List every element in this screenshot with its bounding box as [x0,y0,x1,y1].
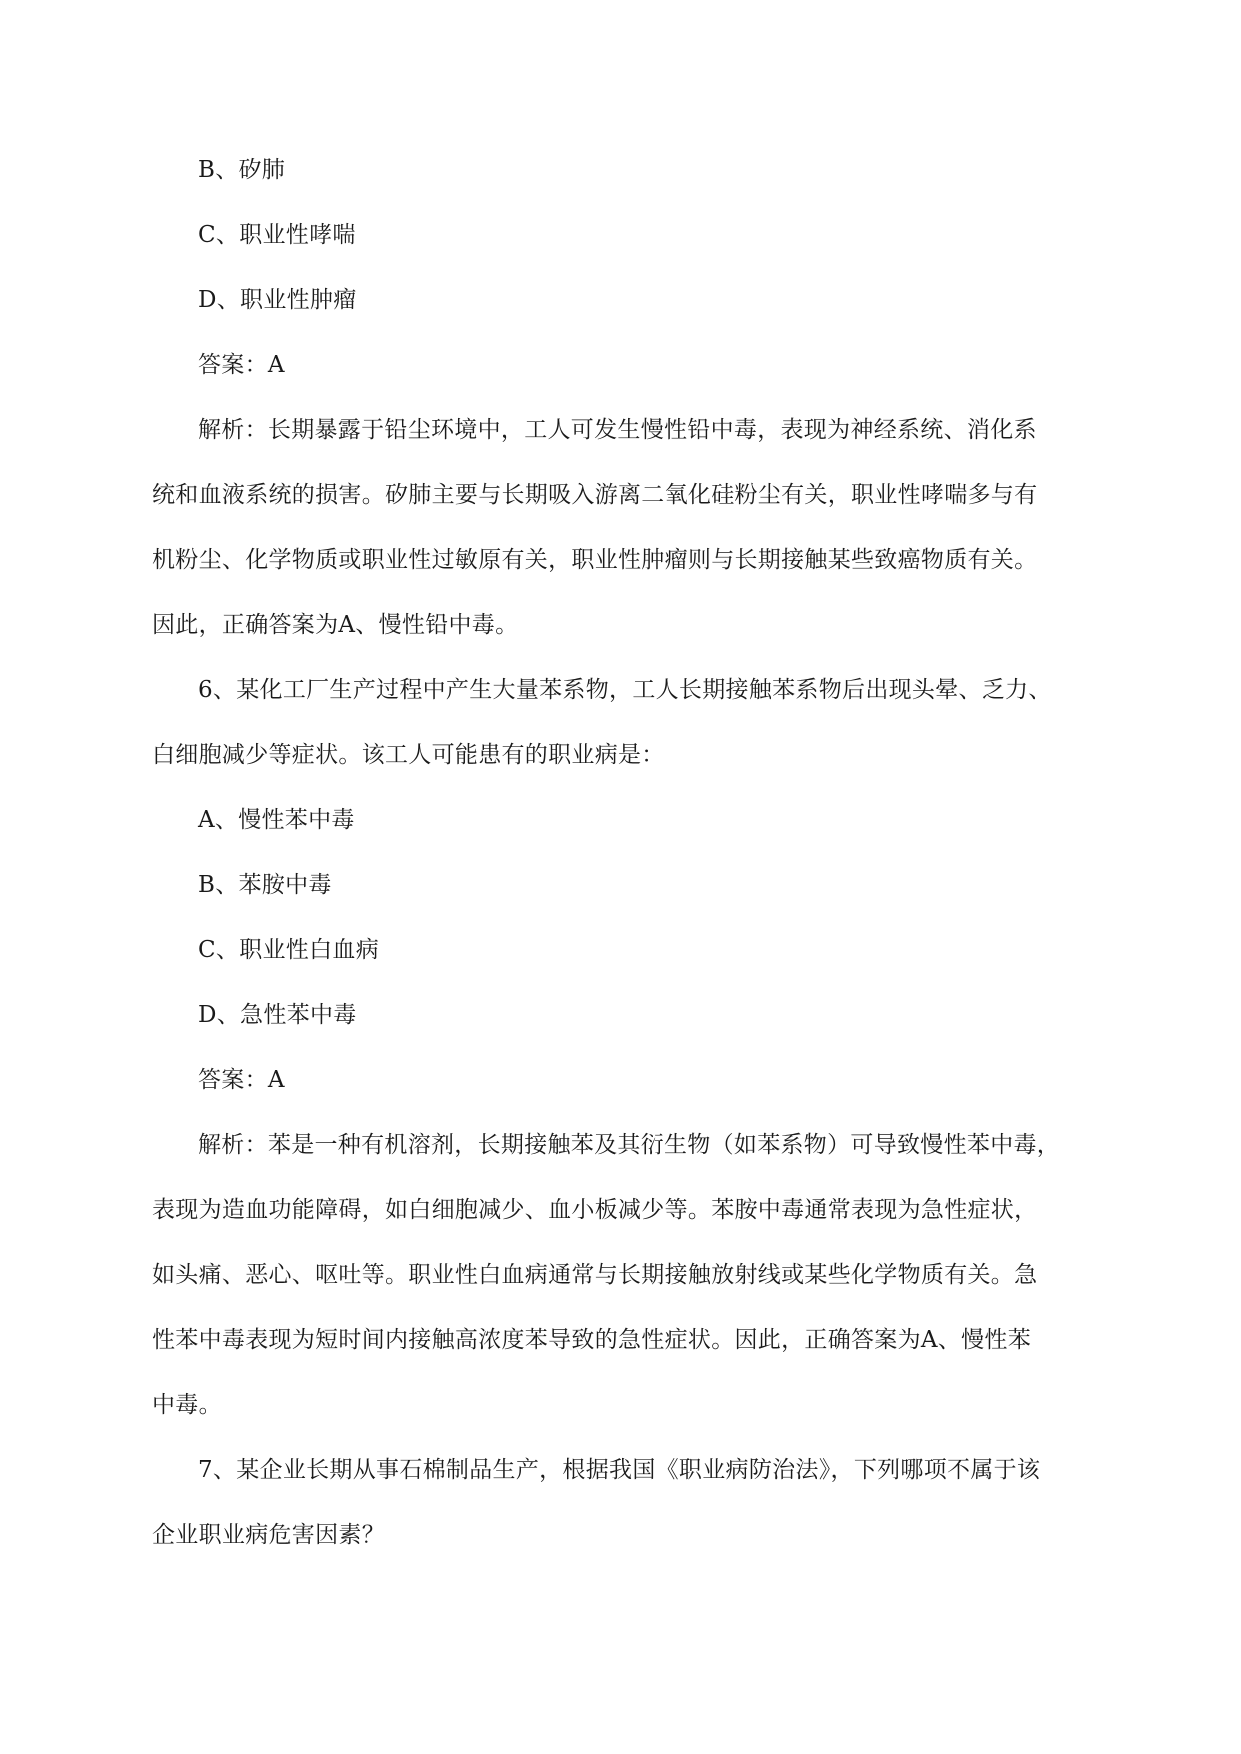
question-6 [152,658,1092,788]
explanation-q5 [152,398,1092,658]
option-b-q5: B、矽肺 [198,157,286,183]
answer-q6: 答案：A [198,1067,285,1093]
explanation-q6 [152,1113,1092,1438]
text-line: 7、某企业长期从事石棉制品生产，根据我国《职业病防治法》，下列哪项不属于该 [198,1457,1041,1483]
text-line: 6、某化工厂生产过程中产生大量苯系物，工人长期接触苯系物后出现头晕、乏力、 [198,677,1052,703]
option-d-q5: D、职业性肿瘤 [198,287,357,313]
option-c-q6: C、职业性白血病 [198,937,379,963]
option-b-q6: B、苯胺中毒 [198,872,332,898]
option-a-q6: A、慢性苯中毒 [198,807,355,833]
text-line: 白细胞减少等症状。该工人可能患有的职业病是： [152,742,665,768]
answer-q5: 答案：A [198,352,285,378]
text-line: 解析：苯是一种有机溶剂，长期接触苯及其衍生物（如苯系物）可导致慢性苯中毒， [198,1132,1061,1158]
text-line: 企业职业病危害因素？ [152,1522,385,1548]
text-line: 中毒。 [152,1392,222,1418]
text-line: 表现为造血功能障碍，如白细胞减少、血小板减少等。苯胺中毒通常表现为急性症状， [152,1197,1038,1223]
text-line: 性苯中毒表现为短时间内接触高浓度苯导致的急性症状。因此，正确答案为A、慢性苯 [152,1327,1032,1353]
document-body [152,138,1092,1568]
text-line: 因此，正确答案为A、慢性铅中毒。 [152,612,519,638]
text-line: 解析：长期暴露于铅尘环境中，工人可发生慢性铅中毒，表现为神经系统、消化系 [198,417,1037,443]
text-line: 机粉尘、化学物质或职业性过敏原有关，职业性肿瘤则与长期接触某些致癌物质有关。 [152,547,1038,573]
option-d-q6: D、急性苯中毒 [198,1002,357,1028]
text-line: 统和血液系统的损害。矽肺主要与长期吸入游离二氧化硅粉尘有关，职业性哮喘多与有 [152,482,1038,508]
option-c-q5: C、职业性哮喘 [198,222,356,248]
text-line: 如头痛、恶心、呕吐等。职业性白血病通常与长期接触放射线或某些化学物质有关。急 [152,1262,1038,1288]
question-7 [152,1438,1092,1568]
